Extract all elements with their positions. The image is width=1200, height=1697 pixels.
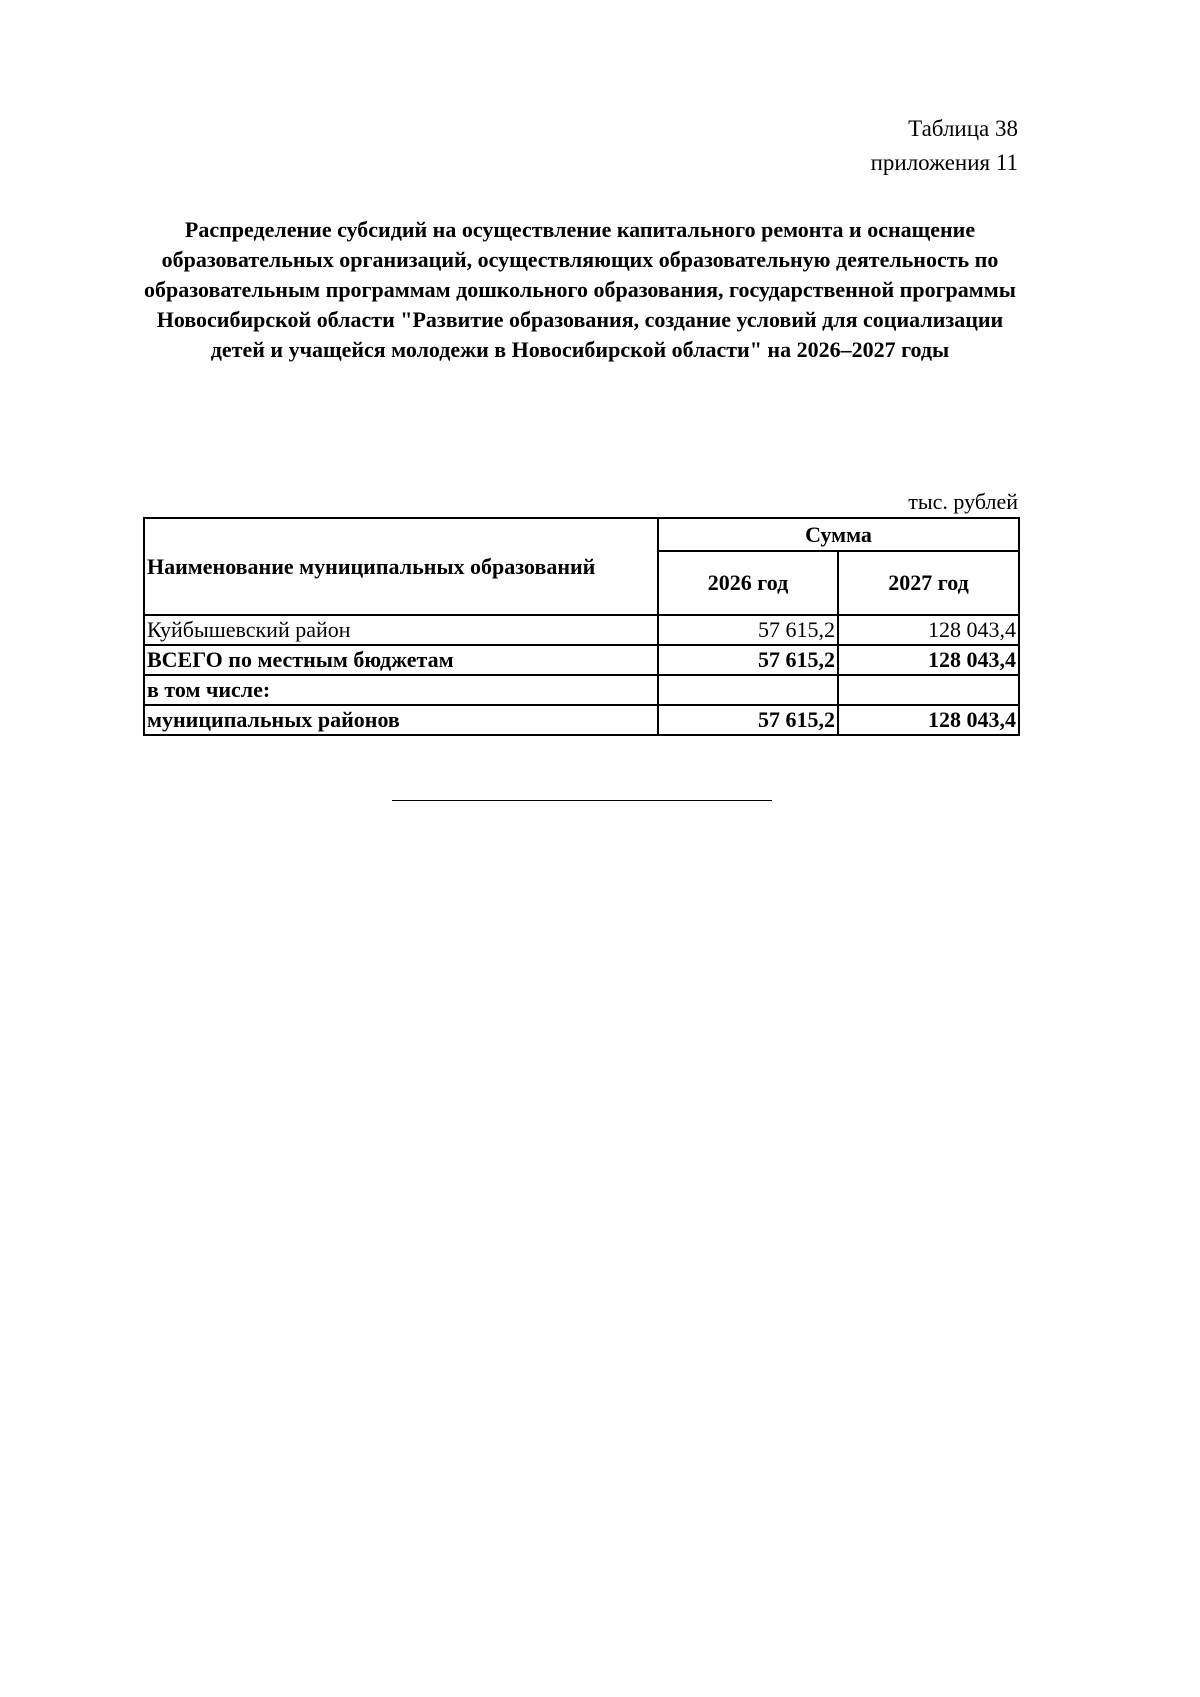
table-row	[144, 615, 1019, 645]
row-value-2026: 57 615,2	[658, 615, 838, 645]
table-row	[144, 645, 1019, 675]
document-title: Распределение субсидий на осуществление капитального ремонта и оснащение образовательных организаций, осуществляющих образовательную деятельность по образовательным программам дошкольного образования, государственной программы Новосибирской области "Развитие образования, создание условий для социализации детей и учащейся молодежи в Новосибирской области" на 2026–2027 годы	[144, 217, 1016, 362]
table-number: Таблица 38	[908, 116, 1018, 141]
table-row	[144, 675, 1019, 705]
units-label: тыс. рублей	[908, 489, 1018, 514]
row-name: ВСЕГО по местным бюджетам	[144, 645, 658, 675]
row-value-2026: 57 615,2	[658, 645, 838, 675]
row-name: муниципальных районов	[144, 705, 658, 735]
column-header-2027: 2027 год	[838, 551, 1019, 615]
header-row-sum	[144, 518, 1019, 551]
row-value-2026	[658, 675, 838, 705]
row-value-2027	[838, 675, 1019, 705]
table-reference	[871, 112, 1018, 180]
appendix-number: приложения 11	[870, 150, 1018, 175]
column-header-municipality: Наименование муниципальных образований	[144, 518, 658, 615]
closing-rule	[392, 800, 772, 801]
column-header-sum: Сумма	[658, 518, 1019, 551]
row-name: Куйбышевский район	[144, 615, 658, 645]
row-value-2027: 128 043,4	[838, 705, 1019, 735]
row-value-2026: 57 615,2	[658, 705, 838, 735]
column-header-2026: 2026 год	[658, 551, 838, 615]
table-row	[144, 705, 1019, 735]
row-value-2027: 128 043,4	[838, 615, 1019, 645]
row-name: в том числе:	[144, 675, 658, 705]
row-value-2027: 128 043,4	[838, 645, 1019, 675]
subsidy-table	[143, 517, 1020, 736]
